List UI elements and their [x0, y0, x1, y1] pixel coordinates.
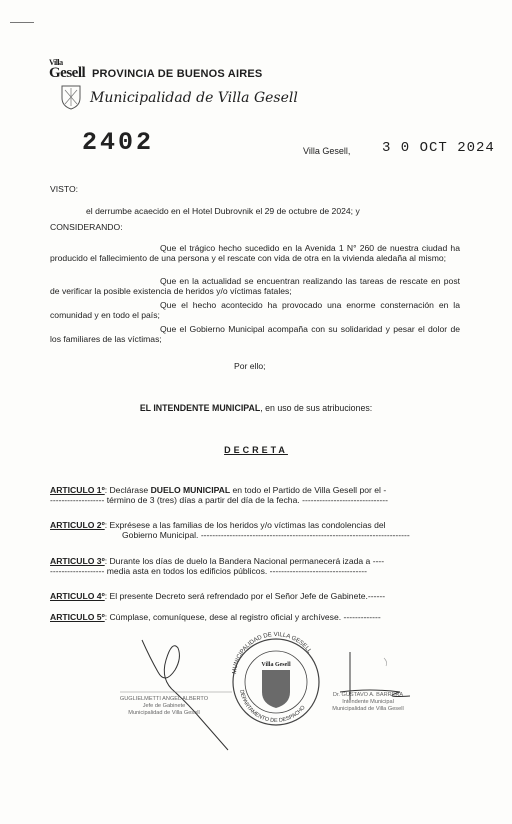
visto-label: VISTO: [50, 184, 79, 194]
logo-top-text: Villa [49, 58, 63, 67]
decree-place: Villa Gesell, [303, 146, 351, 156]
left-signature [120, 640, 232, 750]
right-signer-role: Intendente Municipal [342, 699, 394, 705]
municipal-crest-icon [60, 84, 82, 110]
municipality-name: Municipalidad de Villa Gesell [90, 90, 298, 106]
article-2-text: : Exprésese a las familias de los heridos y/o víctimas las condolencias del [104, 520, 386, 530]
right-signer-name: Dr. GUSTAVO A. BARRERA [332, 692, 404, 698]
official-seal [232, 632, 319, 725]
article-1-line2: ------------------- término de 3 (tres) días a partir del día de la fecha. ------------------------------ [50, 495, 388, 506]
left-signer-block [104, 696, 224, 717]
article-3-label: ARTICULO 3º [50, 556, 105, 566]
decreta-heading: DECRETA [224, 445, 288, 455]
article-4-text: : El presente Decreto será refrendado por el Señor Jefe de Gabinete.------ [104, 591, 386, 601]
seal-center-text: Villa Gesell [261, 662, 291, 668]
article-1-text-end: en todo el Partido de Villa Gesell por el - [230, 485, 387, 495]
considerando-paragraph-3: Que el hecho acontecido ha provocado una enorme consternación en la comunidad y en todo el país; [50, 300, 460, 321]
right-signer-block [318, 692, 418, 713]
intendente-rest: , en uso de sus atribuciones: [260, 403, 373, 413]
intendente-line [0, 403, 512, 413]
seal-shield-icon [262, 670, 290, 708]
seal-bottom-text: DEPARTAMENTO DE DESPACHO [238, 689, 307, 725]
province-heading: PROVINCIA DE BUENOS AIRES [92, 68, 263, 80]
considerando-label: CONSIDERANDO: [50, 222, 123, 232]
article-2-label: ARTICULO 2º [50, 520, 105, 530]
article-1-bold: DUELO MUNICIPAL [150, 485, 231, 495]
decree-date: 3 0 OCT 2024 [382, 140, 495, 156]
article-3-text: : Durante los días de duelo la Bandera Nacional permanecerá izada a ---- [104, 556, 385, 566]
villa-gesell-logo [49, 59, 85, 80]
article-5-text: : Cúmplase, comuníquese, dese al registro oficial y archívese. ------------- [104, 612, 381, 622]
article-1 [50, 485, 462, 506]
left-signer-org: Municipalidad de Villa Gesell [128, 710, 200, 716]
article-2-line2: Gobierno Municipal. ------------------------------------------------------------------------- [122, 530, 410, 541]
article-3 [50, 556, 462, 577]
signature-area [0, 600, 512, 800]
seal-ring-text: MUNICIPALIDAD DE VILLA GESELL [231, 631, 313, 675]
article-5-label: ARTICULO 5º [50, 612, 105, 622]
top-margin-mark [10, 22, 34, 23]
considerando-paragraph-4: Que el Gobierno Municipal acompaña con su solidaridad y pesar el dolor de los familiares de las víctimas; [50, 324, 460, 345]
article-1-text: : Declárase [104, 485, 151, 495]
intendente-title: EL INTENDENTE MUNICIPAL [139, 403, 261, 413]
article-1-label: ARTICULO 1º [50, 485, 105, 495]
decree-number: 2402 [82, 128, 155, 157]
article-2 [50, 520, 462, 541]
por-ello: Por ello; [234, 361, 266, 371]
logo-bottom-text: Gesell [49, 65, 86, 81]
considerando-paragraph-2: Que en la actualidad se encuentran realizando las tareas de rescate en post de verificar la posible existencia de heridos y/o víctimas fatales; [50, 276, 460, 297]
left-signer-role: Jefe de Gabinete [142, 703, 186, 709]
considerando-paragraph-1: Que el trágico hecho sucedido en la Avenida 1 N° 260 de nuestra ciudad ha producido el fallecimiento de una persona y el rescate con vida de otra en la vivienda aledaña al mismo; [50, 243, 460, 264]
article-3-line2: ------------------- media asta en todos los edificios públicos. ---------------------------------- [50, 566, 367, 577]
article-4-label: ARTICULO 4º [50, 591, 105, 601]
left-signer-name: GUGLIELMETTI ANGEL ALBERTO [119, 696, 209, 702]
right-signer-org: Municipalidad de Villa Gesell [332, 706, 404, 712]
visto-text: el derrumbe acaecido en el Hotel Dubrovnik el 29 de octubre de 2024; y [86, 206, 360, 216]
